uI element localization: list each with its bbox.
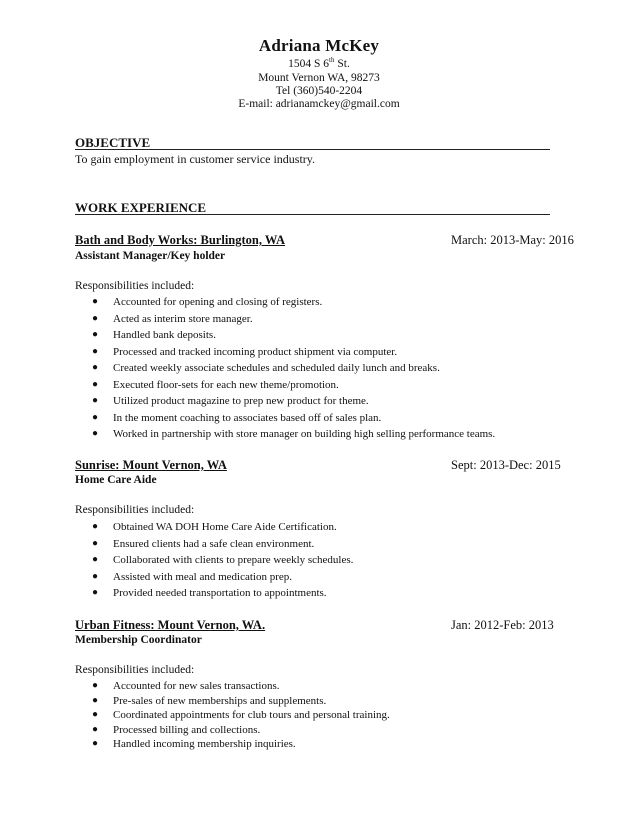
- responsibilities-list: [75, 294, 495, 443]
- bullet-icon: ●: [92, 395, 99, 406]
- job-company: Sunrise: Mount Vernon, WA: [75, 458, 227, 472]
- email-line: E-mail: adrianamckey@gmail.com: [238, 98, 400, 110]
- list-item-text: Obtained WA DOH Home Care Aide Certification.: [113, 521, 337, 533]
- address-street: St.: [334, 58, 350, 70]
- list-item-text: Accounted for new sales transactions.: [113, 680, 280, 692]
- responsibilities-label: Responsibilities included:: [75, 504, 195, 516]
- bullet-icon: ●: [92, 378, 99, 390]
- bullet-icon: ●: [92, 428, 99, 439]
- list-item: [75, 377, 495, 394]
- list-item: [75, 519, 353, 536]
- bullet-icon: ●: [92, 709, 99, 720]
- responsibilities-label: Responsibilities included:: [75, 664, 195, 676]
- list-item: [75, 426, 495, 443]
- list-item-text: Pre-sales of new memberships and supplements.: [113, 694, 327, 707]
- list-item: [75, 393, 495, 410]
- list-item: [75, 410, 495, 427]
- list-item-text: Coordinated appointments for club tours and personal training.: [113, 709, 390, 721]
- list-item: [75, 569, 353, 586]
- list-item: [75, 344, 495, 361]
- bullet-icon: ●: [92, 738, 99, 749]
- list-item: [75, 737, 390, 752]
- job-dates: Jan: 2012-Feb: 2013: [451, 618, 554, 632]
- objective-text: To gain employment in customer service industry.: [75, 152, 315, 166]
- list-item-text: Provided needed transportation to appointments.: [113, 587, 327, 599]
- list-item-text: Worked in partnership with store manager on building high selling performance teams.: [113, 428, 496, 440]
- responsibilities-list: [75, 519, 353, 602]
- list-item-text: Executed floor-sets for each new theme/promotion.: [113, 378, 339, 391]
- objective-rule: [75, 149, 550, 150]
- list-item-text: Acted as interim store manager.: [113, 312, 253, 325]
- list-item: [75, 311, 495, 328]
- list-item: [75, 536, 353, 553]
- job-company: Urban Fitness: Mount Vernon, WA.: [75, 618, 266, 632]
- list-item: [75, 294, 495, 311]
- bullet-icon: ●: [92, 329, 99, 340]
- list-item: [75, 694, 390, 709]
- bullet-icon: ●: [92, 587, 99, 598]
- work-experience-rule: [75, 214, 550, 215]
- bullet-icon: ●: [92, 570, 99, 582]
- bullet-icon: ●: [92, 723, 99, 735]
- job-company: Bath and Body Works: Burlington, WA: [75, 233, 286, 247]
- responsibilities-label: Responsibilities included:: [75, 280, 195, 292]
- list-item: [75, 360, 495, 377]
- list-item-text: Collaborated with clients to prepare weekly schedules.: [113, 554, 354, 566]
- bullet-icon: ●: [92, 411, 99, 423]
- list-item: [75, 708, 390, 723]
- bullet-icon: ●: [92, 312, 99, 324]
- candidate-name: Adriana McKey: [258, 36, 380, 55]
- list-item-text: Handled bank deposits.: [113, 329, 216, 341]
- responsibilities-list: [75, 679, 390, 752]
- list-item: [75, 552, 353, 569]
- list-item-text: Assisted with meal and medication prep.: [113, 570, 293, 583]
- job-role: Membership Coordinator: [75, 634, 202, 646]
- bullet-icon: ●: [92, 362, 99, 373]
- job-role: Assistant Manager/Key holder: [75, 250, 226, 262]
- job-role: Home Care Aide: [75, 474, 157, 486]
- objective-heading: OBJECTIVE: [75, 135, 151, 150]
- list-item-text: Ensured clients had a safe clean environment.: [113, 537, 315, 550]
- bullet-icon: ●: [92, 680, 99, 691]
- address-ordinal: th: [329, 56, 335, 64]
- bullet-icon: ●: [92, 554, 99, 565]
- job-dates: Sept: 2013-Dec: 2015: [451, 458, 561, 472]
- list-item-text: Utilized product magazine to prep new product for theme.: [113, 395, 369, 407]
- bullet-icon: ●: [92, 537, 99, 549]
- bullet-icon: ●: [92, 694, 99, 706]
- bullet-icon: ●: [92, 296, 99, 307]
- city-line: Mount Vernon WA, 98273: [258, 72, 380, 84]
- list-item: [75, 723, 390, 738]
- list-item: [75, 327, 495, 344]
- phone-line: Tel (360)540-2204: [275, 85, 363, 97]
- address-line: [0, 57, 638, 71]
- job-dates: March: 2013-May: 2016: [451, 233, 574, 247]
- list-item-text: In the moment coaching to associates based off of sales plan.: [113, 411, 382, 424]
- list-item-text: Handled incoming membership inquiries.: [113, 738, 296, 750]
- bullet-icon: ●: [92, 345, 99, 357]
- list-item: [75, 679, 390, 694]
- address-number: 1504 S 6: [288, 58, 330, 70]
- list-item: [75, 585, 353, 602]
- work-experience-heading: WORK EXPERIENCE: [75, 200, 207, 215]
- list-item-text: Processed and tracked incoming product shipment via computer.: [113, 345, 398, 358]
- list-item-text: Processed billing and collections.: [113, 723, 261, 736]
- bullet-icon: ●: [92, 521, 99, 532]
- list-item-text: Created weekly associate schedules and scheduled daily lunch and breaks.: [113, 362, 440, 374]
- list-item-text: Accounted for opening and closing of registers.: [113, 296, 323, 308]
